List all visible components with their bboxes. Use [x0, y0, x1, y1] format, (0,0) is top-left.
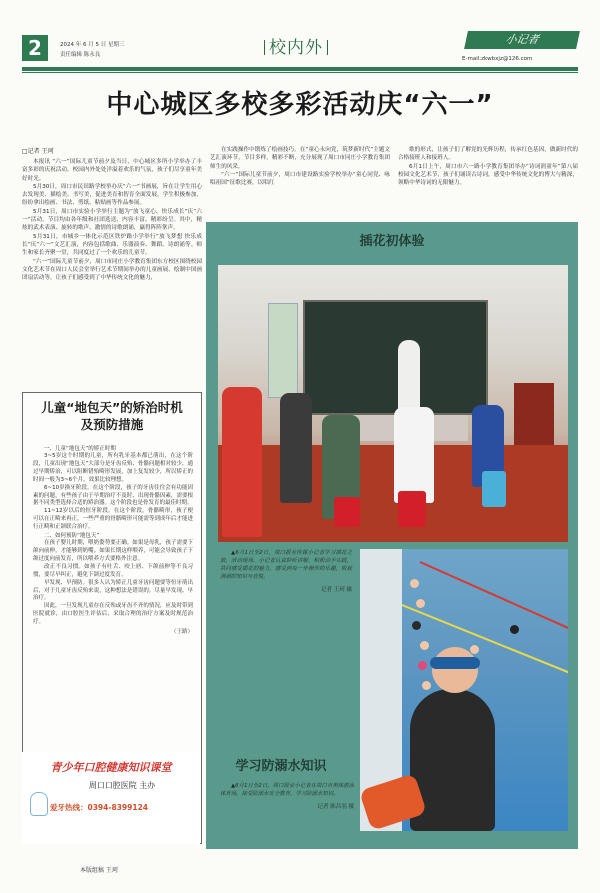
child	[222, 387, 262, 537]
sidebar-paragraph: 因此，一旦发现儿童存在反殆或牙齿不齐的情况，应及时带到医院就诊，由口腔医生评估后，采取合理的治疗方案及时规范治疗。	[33, 603, 193, 626]
caption-flower	[220, 549, 352, 593]
caption-swim	[220, 782, 354, 810]
section-title: 校内外	[260, 33, 332, 58]
swimmer	[416, 599, 425, 608]
flower-arranging-photo	[218, 265, 568, 542]
swimmer	[418, 661, 427, 670]
paragraph: 在实践操作中锻炼了绘画技巧。在“童心永向党，筑梦新时代”主题文艺汇演环节，节目多样，精彩不断，充分展现了周口市同庄小学教育集团师生的风采。	[210, 147, 390, 170]
date-line: 2024 年 6 月 5 日 星期三	[60, 42, 125, 48]
sidebar-heading: 二、如何预防“地包天”	[44, 533, 100, 540]
headline: 中心城区多校多彩活动庆“六一”	[106, 90, 494, 120]
paragraph: 歌的形式，让孩子们了解党的光辉历程，传承红色基因，做新时代的合格接班人和接班人。	[398, 147, 578, 162]
paragraph: 5月31日，周口市实验小学举行主题为“放飞童心、快乐成长”庆“六一”活动，节目均由各年级和社团选送，内容丰富、精彩纷呈。其中，精炫的武术表演、旋转的歌声、激情的诗歌朗诵，赢得阵阵掌声。	[22, 208, 202, 232]
tooth-icon	[30, 792, 48, 816]
stool	[482, 471, 506, 507]
photo-feature-panel	[206, 222, 578, 849]
swimmer	[422, 681, 431, 690]
ad-sponsor: 周口口腔医院 主办	[88, 781, 156, 790]
header-rule	[22, 67, 578, 71]
swim-cap	[430, 657, 480, 669]
paragraph: “六一”国际儿童节前夕，周口市建设路实验学校举办“童心同党、咏唱祖国”征歌比赛，以唱红	[210, 171, 390, 187]
blackboard	[303, 300, 488, 415]
stool	[334, 497, 360, 527]
sidebar-paragraph: 早发现、早预防。很多人认为矫正儿童牙齿问题要等恒牙萌出后，对于儿童牙齿反殆来说，这种想法是错误的。尽量早发现、早治疗。	[33, 579, 193, 602]
article-column-1	[22, 158, 202, 282]
page-editor: 本版组稿 王珂	[80, 867, 118, 874]
paragraph: 6月1日上午，周口市六一路小学教育集团举办“诗词润童年”第八届校园文化艺术节，孩子们诵读古诗词，感受中华传统文化的博大与精深，领略中华诗词的无限魅力。	[398, 163, 578, 187]
caption-author: 记者 王珂 摄	[321, 587, 352, 593]
sidebar-title	[23, 399, 201, 433]
byline: □记者 王珂	[22, 148, 54, 155]
caption-text: ▲6月1日至2日，周口报业小记者在周口市奥体游泳体育场，接受防溺水安全教育，学习防溺水知识。	[220, 783, 354, 797]
swimming-photo	[360, 549, 568, 831]
sidebar-title-line-1: 儿童“地包天”的矫治时机	[41, 400, 183, 415]
editor-line: 责任编辑 陈永良	[60, 52, 101, 58]
floor	[218, 445, 568, 542]
caption-author: 记者 陈昌羽 摄	[317, 804, 354, 810]
article-column-3	[398, 146, 578, 187]
swimmer	[510, 625, 519, 634]
sidebar-paragraph: 3~5岁这个时期的儿童，所有乳牙基本都已萌出，在这个阶段，儿童出现“地包天”大部分是牙齿反殆、骨骼问题相对较少，通过早期矫治，可以阻断错殆畸形发展，加上复发较少，所以矫正的时间一般为3~6个月，效果比较理想。	[33, 453, 193, 483]
brand-logo: 小记者	[464, 31, 580, 49]
child	[394, 407, 434, 503]
sidebar-text	[33, 445, 193, 635]
paragraph: “六一”国际儿童节前夕，周口市同庄小学教育集团东方校区围绕校园文化艺术节在周口人民会堂举行艺术节期间举办的儿童画展、绘制中国画团扇活动等，让孩子们感受到了中华传统文化的魅力，	[22, 258, 202, 282]
page-number: 2	[22, 35, 48, 61]
sidebar-paragraph: 6~10岁换牙阶段。在这个阶段，孩子的牙齿往往会有功能因素的问题，有些孩子由于早期治疗不及时，出现骨骼因素，需要根据不同类型选择合适的矫治器。这个阶段也是骨发育的最佳时期。	[33, 484, 193, 507]
child	[280, 393, 312, 503]
swimmer	[410, 579, 419, 588]
swimmer	[412, 621, 421, 630]
sidebar-paragraph: 11~12岁以后的恒牙阶段。在这个阶段，骨骼畸形，孩子便可以在正畸来再正，一些严重的骨骼畸形可能需等到成年后才能进行正畸和正颌联合治疗。	[33, 508, 193, 531]
ad-title: 青少年口腔健康知识课堂	[50, 761, 172, 774]
swimmer	[470, 645, 479, 654]
podium	[514, 383, 554, 445]
contact-email[interactable]: E-mail:zkwbxjz@126.com	[462, 56, 533, 62]
sidebar-author: （王路）	[170, 629, 193, 636]
sidebar-heading: 一、儿童“地包天”的矫正时期	[44, 446, 116, 452]
paragraph: 5月31日，市城乡一体化示范区铁炉路小学举行“放飞梦想 快乐成长”庆“六一”文艺汇演，内容包括歌曲、乐器演奏、舞蹈、诗朗诵等。师生和家长齐聚一堂，共同度过了一个欢乐的儿童节。	[22, 233, 202, 257]
poster	[268, 303, 298, 398]
sidebar-paragraph: 在孩子婴儿时期，喂奶姿势要正确。如果是母乳，孩子需要下颌向前伸，才能够到奶嘴。如果长期这样喂养，可能会导致孩子下颌过度向前发育，所以喂养方式要格外注意。	[33, 540, 193, 562]
dental-ad[interactable]	[22, 752, 200, 844]
paragraph: 5月30日，周口市民田路学校举办庆“六一”书画展，旨在让学生用心去发现美、描绘美、书写美，促进美育和智育全面发展。学生积极参加，纷纷拿出绘画、书法、剪纸、粘贴画等作品参展。	[22, 183, 202, 207]
stool	[398, 491, 426, 527]
ad-hotline: 爱牙热线：0394-8399124	[50, 803, 149, 812]
feature-title-swim: 学习防溺水知识	[235, 759, 327, 774]
swimmer	[420, 641, 429, 650]
paragraph: 本报讯 “六一”国际儿童节前夕及当日，中心城区多所小学举办了丰富多彩的庆祝活动，校园内外处处洋溢着欢乐的气氛，孩子们尽享童年美好时光。	[22, 159, 202, 182]
sidebar-title-line-2: 及预防措施	[80, 417, 144, 432]
article-column-2	[210, 146, 390, 187]
child-head	[432, 647, 478, 693]
feature-title-flower: 插花初体验	[359, 234, 425, 249]
sidebar-paragraph: 改正不良习惯。如孩子有吐舌、咬上唇、下颌前伸等不良习惯，要尽早纠正，避免下颌过度发育。	[33, 563, 193, 578]
header-rule-thin	[22, 72, 578, 73]
caption-text: ▲6月1日至2日，周口报业传媒小记者学习插花之旅，活动现场，小记者认真聆听讲解，积极动手实践，共同感受插花的魅力，感受到每一步操作的乐趣，收获满满的知识与喜悦。	[220, 550, 352, 580]
